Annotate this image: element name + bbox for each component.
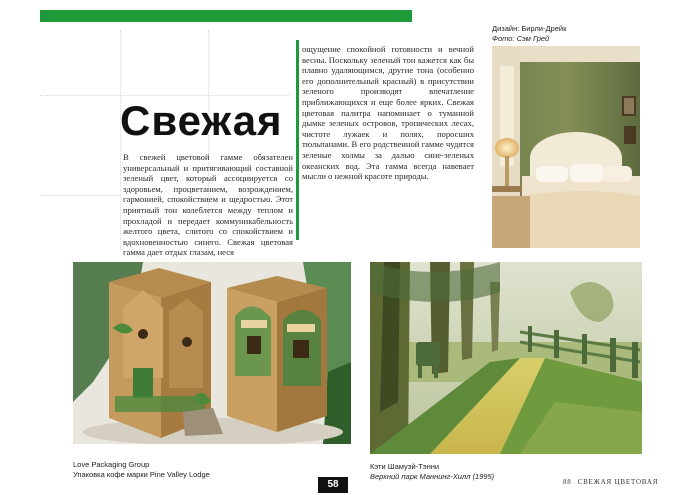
photo-credit-bedroom: [492, 24, 566, 44]
credit-photo: Фото: Сэм Грей: [492, 34, 550, 43]
page-number-right: 88: [563, 478, 572, 486]
grid-guide: [40, 195, 120, 196]
photo-credit-park: [370, 462, 494, 482]
running-header: [563, 478, 658, 486]
section-heading: Свежая: [120, 97, 283, 144]
coffee-packaging-photo: [73, 262, 351, 444]
park-painting: [370, 262, 642, 454]
column-rule: [296, 40, 299, 240]
body-text-left: В свежей цветовой гамме обязателен универсальный и притягивающий составной зеленый цвет, который ассоциируется со здоровьем, процветанием, возрождением, гармонией, спокойствием и щедростью. Этот приятный тон колеблется между теплом и прохладой и передает коммуникабельность желтого цвета, слитого со спокойствием и вдохновенностью синего. Свежая цветовая гамма дает отдых глазам, неся: [123, 152, 293, 258]
accent-bar: [40, 10, 412, 22]
credit-company: Love Packaging Group: [73, 460, 150, 469]
credit-artwork: Верхний парк Маннинг-Хилл (1995): [370, 472, 495, 481]
credit-description: Упаковка кофе марки Pine Valley Lodge: [73, 470, 210, 479]
photo-credit-coffee: [73, 460, 210, 480]
bedroom-photo: [492, 46, 640, 248]
body-text-right: ощущение спокойной готовности и вечной весны. Поскольку зеленый тон кажется как бы плавно удаляющимся, другие тона (особенно его дополнительный красный) в присутствии зеленого производят впечатление приближающихся и еще более ярких. Свежая цветовая палитра напоминает о туманной дымке зеленых островов, тропических лесах, чистоте лужаек и полях, поросших тюльпанами. В его родственной гамме чудятся зеленые холмы за далью сине-зеленых океанских вод. Эта гамма всегда навевает мысли о нежной красоте природы.: [302, 44, 474, 182]
running-title: СВЕЖАЯ ЦВЕТОВАЯ: [577, 478, 659, 486]
credit-artist: Кэти Шамуэй-Тэнни: [370, 462, 440, 471]
page-number-left: 58: [318, 477, 348, 493]
credit-design: Дизайн: Бирли-Дрейк: [492, 24, 567, 33]
grid-guide: [40, 95, 290, 96]
